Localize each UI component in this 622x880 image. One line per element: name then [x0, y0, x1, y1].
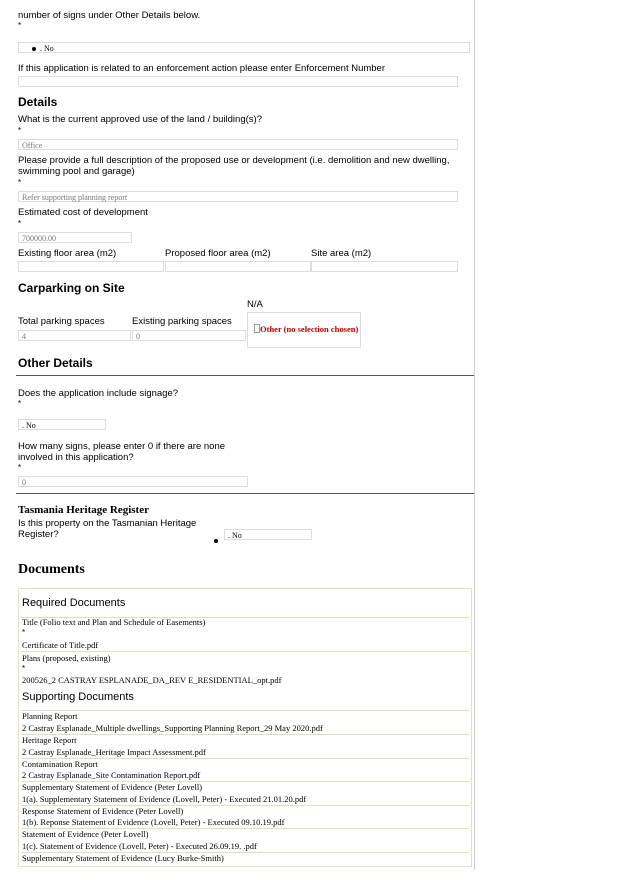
- carparking-heading: Carparking on Site: [18, 281, 125, 295]
- cost-input[interactable]: 700000.00: [18, 232, 132, 243]
- supporting-doc-title: Statement of Evidence (Peter Lovell): [22, 829, 149, 839]
- radio-bullet-icon: [32, 47, 36, 51]
- required-mark: *: [22, 664, 26, 673]
- required-doc-file[interactable]: Certificate of Title.pdf: [22, 640, 99, 650]
- existing-floor-label: Existing floor area (m2): [18, 248, 117, 259]
- section-divider: [16, 493, 474, 494]
- supporting-doc-title: Contamination Report: [22, 759, 98, 769]
- section-divider: [16, 375, 474, 376]
- required-documents-panel: [18, 588, 472, 690]
- required-mark: *: [18, 219, 22, 228]
- signs-count-label: How many signs, please enter 0 if there are none involved in this application?: [18, 441, 226, 463]
- proposed-floor-input[interactable]: [165, 261, 311, 272]
- current-use-label: What is the current approved use of the land / building(s)?: [18, 114, 262, 125]
- required-mark: *: [22, 628, 26, 637]
- description-input[interactable]: Refer supporting planning report: [18, 191, 458, 202]
- existing-parking-label: Existing parking spaces: [132, 316, 232, 327]
- cost-label: Estimated cost of development: [18, 207, 148, 218]
- radio-bullet-icon: [214, 539, 218, 543]
- enforcement-number-input[interactable]: [18, 76, 458, 87]
- current-use-input[interactable]: Office: [18, 139, 458, 150]
- signs-intro-text: number of signs under Other Details below.: [18, 10, 201, 21]
- total-parking-input[interactable]: 4: [18, 330, 131, 341]
- signs-radio-field[interactable]: . No: [18, 42, 470, 53]
- signage-label: Does the application include signage?: [18, 388, 179, 399]
- supporting-doc-file[interactable]: 1(b). Reponse Statement of Evidence (Lovell, Peter) - Executed 09.10.19.pdf: [22, 817, 285, 827]
- site-area-label: Site area (m2): [311, 248, 372, 259]
- required-mark: *: [18, 21, 22, 30]
- supporting-documents-heading: Supporting Documents: [22, 691, 134, 703]
- required-mark: *: [18, 178, 22, 187]
- signage-select[interactable]: . No: [18, 419, 106, 430]
- total-parking-label: Total parking spaces: [18, 316, 105, 327]
- application-page: [16, 0, 475, 870]
- documents-heading: Documents: [18, 562, 85, 577]
- site-area-input[interactable]: [311, 261, 458, 272]
- supporting-doc-file[interactable]: 1(c). Statement of Evidence (Lovell, Peter) - Executed 26.09.19. .pdf: [22, 841, 257, 851]
- supporting-doc-title: Heritage Report: [22, 735, 77, 745]
- required-doc-title: Title (Folio text and Plan and Schedule of Easements): [22, 617, 206, 627]
- heritage-answer-field[interactable]: . No: [224, 529, 312, 540]
- required-doc-title: Plans (proposed, existing): [22, 653, 111, 663]
- supporting-documents-panel: [18, 688, 472, 867]
- supporting-doc-file[interactable]: 2 Castray Esplanade_Multiple dwellings_Supporting Planning Report_29 May 2020.pdf: [22, 723, 323, 733]
- supporting-doc-title: Supplementary Statement of Evidence (Lucy Burke-Smith): [22, 853, 224, 863]
- supporting-doc-file[interactable]: 1(a). Supplementary Statement of Evidence (Lovell, Peter) - Executed 21.01.20.pdf: [22, 794, 307, 804]
- required-mark: *: [18, 463, 22, 472]
- required-doc-file[interactable]: 200526_2 CASTRAY ESPLANADE_DA_REV E_RESIDENTIAL_opt.pdf: [22, 675, 282, 685]
- supporting-doc-title: Planning Report: [22, 711, 78, 721]
- heritage-question: Is this property on the Tasmanian Heritage Register?: [18, 518, 197, 540]
- other-details-heading: Other Details: [18, 356, 93, 370]
- other-option-text: Other (no selection chosen): [260, 324, 359, 334]
- heritage-heading: Tasmania Heritage Register: [18, 504, 149, 516]
- required-mark: *: [18, 126, 22, 135]
- description-label: Please provide a full description of the proposed use or development (i.e. demolition and new dwelling, swimming pool and garage): [18, 155, 450, 177]
- parking-na-select[interactable]: [247, 312, 361, 348]
- supporting-doc-title: Supplementary Statement of Evidence (Peter Lovell): [22, 782, 203, 792]
- details-heading: Details: [18, 95, 58, 109]
- signs-count-input[interactable]: 0: [18, 476, 248, 487]
- required-mark: *: [18, 399, 22, 408]
- supporting-doc-file[interactable]: 2 Castray Esplanade_Heritage Impact Assessment.pdf: [22, 747, 206, 757]
- proposed-floor-label: Proposed floor area (m2): [165, 248, 271, 259]
- required-documents-heading: Required Documents: [22, 597, 126, 609]
- na-label: N/A: [247, 299, 263, 310]
- existing-floor-input[interactable]: [18, 261, 164, 272]
- supporting-doc-file[interactable]: 2 Castray Esplanade_Site Contamination Report.pdf: [22, 770, 201, 780]
- existing-parking-input[interactable]: 0: [132, 330, 246, 341]
- supporting-doc-title: Response Statement of Evidence (Peter Lovell): [22, 806, 184, 816]
- enforcement-label: If this application is related to an enforcement action please enter Enforcement Number: [18, 63, 386, 74]
